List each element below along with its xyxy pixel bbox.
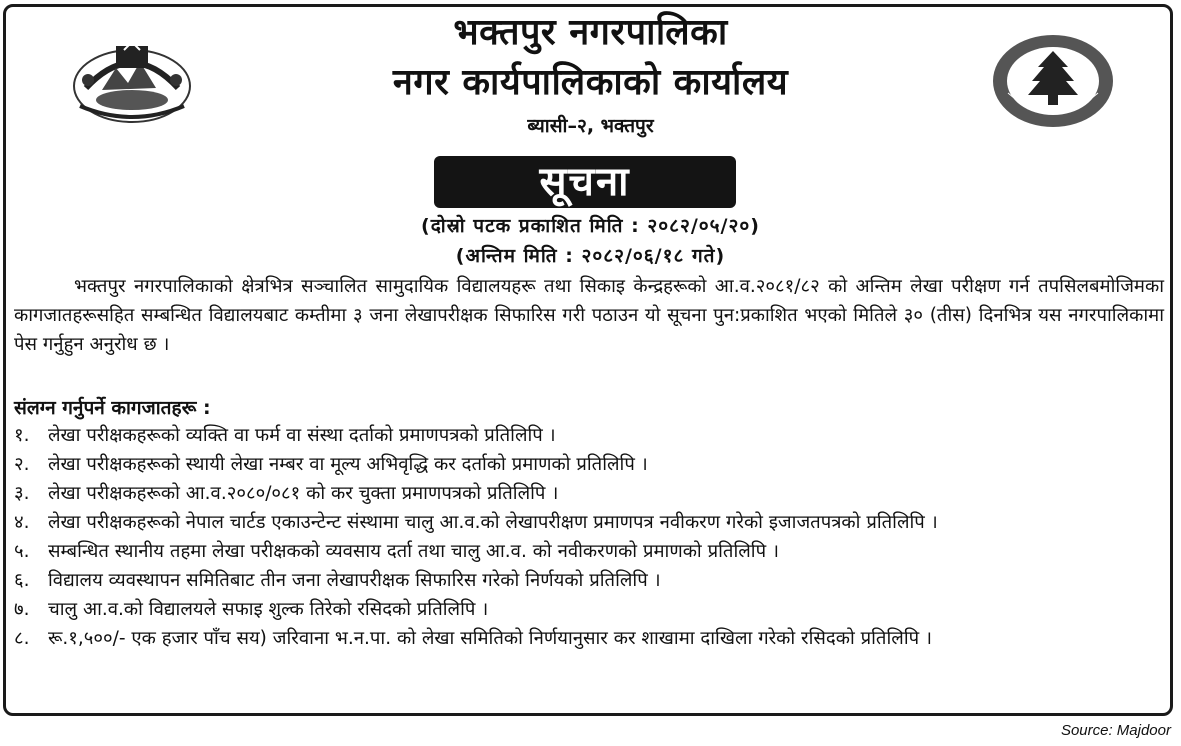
notice-paragraph	[14, 272, 1164, 359]
notice-label-badge: सूचना	[434, 156, 736, 208]
list-item	[14, 479, 1164, 508]
office-address: ब्यासी–२, भक्तपुर	[527, 115, 654, 137]
list-item-number: ५.	[14, 541, 30, 562]
source-credit: Source: Majdoor	[1060, 722, 1171, 739]
list-item-text: विद्यालय व्यवस्थापन समितिबाट तीन जना लेखापरीक्षक सिफारिस गरेको निर्णयको प्रतिलिपि ।	[48, 570, 661, 591]
documents-list	[14, 421, 1164, 653]
list-item	[14, 595, 1164, 624]
office-title: नगर कार्यपालिकाको कार्यालय	[392, 62, 789, 103]
list-item-number: ६.	[14, 570, 30, 591]
list-item-number: १.	[14, 425, 30, 446]
list-item-number: ४.	[14, 512, 30, 533]
list-item-number: २.	[14, 454, 30, 475]
list-item-text: लेखा परीक्षकहरूको व्यक्ति वा फर्म वा संस्था दर्ताको प्रमाणपत्रको प्रतिलिपि ।	[48, 425, 556, 446]
list-item-text: सम्बन्धित स्थानीय तहमा लेखा परीक्षकको व्यवसाय दर्ता तथा चालु आ.व. को नवीकरणको प्रमाणको प्रतिलिपि ।	[48, 541, 779, 562]
list-item	[14, 450, 1164, 479]
list-item-number: ७.	[14, 599, 30, 620]
list-item-number: ३.	[14, 483, 30, 504]
org-title: भक्तपुर नगरपालिका	[453, 12, 728, 53]
list-item-text: लेखा परीक्षकहरूको नेपाल चार्टड एकाउन्टेन्ट संस्थामा चालु आ.व.को लेखापरीक्षण प्रमाणपत्र नवीकरण गरेको इजाजतपत्रको प्रतिलिपि ।	[48, 512, 938, 533]
list-item-text: रू.१,५००/- एक हजार पाँच सय) जरिवाना भ.न.पा. को लेखा समितिको निर्णयानुसार कर शाखामा दाखिला गरेको रसिदको प्रतिलिपि ।	[48, 628, 933, 649]
list-item-text: लेखा परीक्षकहरूको स्थायी लेखा नम्बर वा मूल्य अभिवृद्धि कर दर्ताको प्रमाणको प्रतिलिपि ।	[48, 454, 648, 475]
list-item-text: लेखा परीक्षकहरूको आ.व.२०८०/०८१ को कर चुक्ता प्रमाणपत्रको प्रतिलिपि ।	[48, 483, 559, 504]
deadline-date: (अन्तिम मिति : २०८२/०६/१८ गते)	[455, 245, 726, 267]
list-item	[14, 508, 1164, 537]
list-item	[14, 566, 1164, 595]
attachments-heading: संलग्न गर्नुपर्ने कागजातहरू :	[14, 397, 211, 419]
list-item-text: चालु आ.व.को विद्यालयले सफाइ शुल्क तिरेको रसिदको प्रतिलिपि ।	[48, 599, 489, 620]
published-date: (दोस्रो पटक प्रकाशित मिति : २०८२/०५/२०)	[421, 215, 760, 237]
list-item	[14, 421, 1164, 450]
list-item-number: ८.	[14, 628, 30, 649]
list-item	[14, 537, 1164, 566]
notice-paragraph-text: भक्तपुर नगरपालिकाको क्षेत्रभित्र सञ्चालित सामुदायिक विद्यालयहरू तथा सिकाइ केन्द्रहरूको आ.व.२०८१/८२ को अन्तिम लेखा परीक्षण गर्न तपसिलबमोजिमका कागजातहरूसहित सम्बन्धित विद्यालयबाट कम्तीमा ३ जना लेखापरीक्षक सिफारिस गरी पठाउन यो सूचना पुन:प्रकाशित भएको मितिले ३० (तीस) दिनभित्र यस नगरपालिकामा पेस गर्नुहुन अनुरोध छ ।	[14, 276, 1164, 355]
list-item	[14, 624, 1164, 653]
